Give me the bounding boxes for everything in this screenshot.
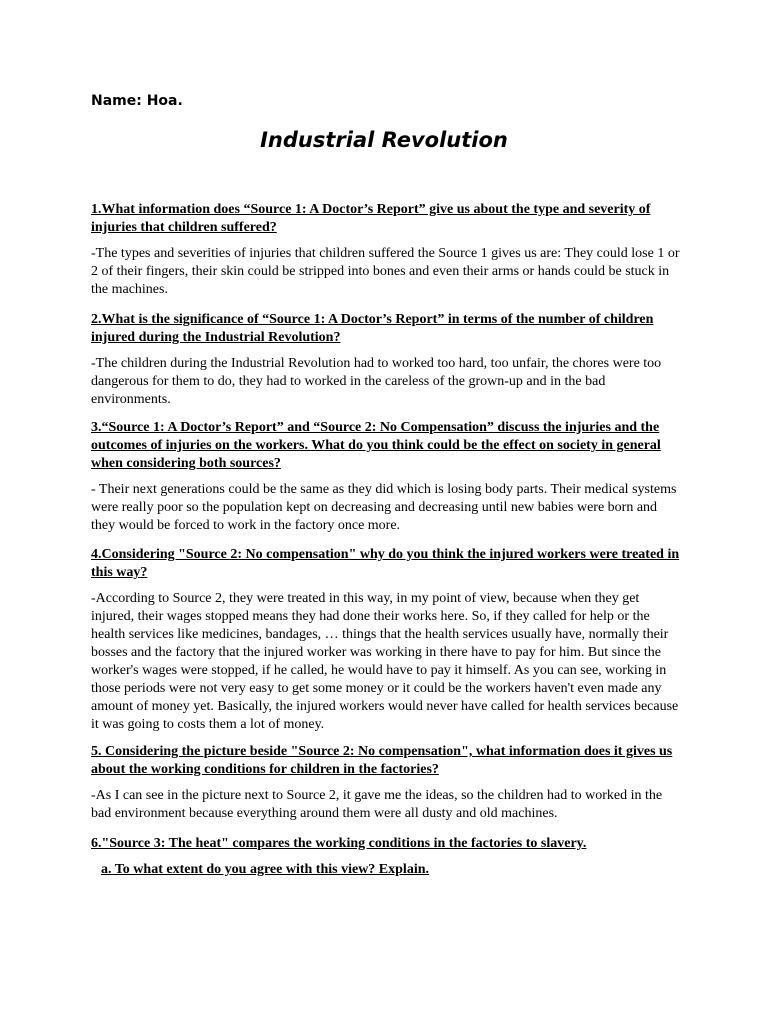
question-block-3 [91,419,681,535]
answer-1: -The types and severities of injuries that children suffered the Source 1 gives us are: They could lose 1 or 2 of their fingers, their skin could be stripped into bones and even their arms or hands could be stuck in the machines. [91,246,680,297]
question-block-1 [91,201,681,299]
question-6: 6."Source 3: The heat" compares the working conditions in the factories to slavery. [91,836,587,851]
question-block-2 [91,311,681,409]
subquestion-a: a. To what extent do you agree with this view? Explain. [101,862,429,877]
answer-4: -According to Source 2, they were treated in this way, in my point of view, because when they get injured, their wages stopped means they had done their works here. So, if they called for help or the health services like medicines, bandages, … things that the health services usually have, normally their bosses and the factory that the injured worker was working in there have to pay for him. But since the worker's wages were stopped, if he called, he would have to pay it himself. As you can see, working in those periods were not very easy to get some money or it could be the workers haven't even made any amount of money yet. Basically, the injured workers would never have called for health services because it was going to costs them a lot of money. [91,591,679,732]
question-block-5 [91,743,681,823]
question-5: 5. Considering the picture beside "Source 2: No compensation", what information does it gives us about the working conditions for children in the factories? [91,744,673,777]
page-title: Industrial Revolution [260,128,508,152]
question-block-6 [91,835,681,853]
question-block-4 [91,546,681,734]
question-1: 1.What information does “Source 1: A Doctor’s Report” give us about the type and severity of injuries that children suffered? [91,202,651,235]
answer-2: -The children during the Industrial Revolution had to worked too hard, too unfair, the chores were too dangerous for them to do, they had to worked in the careless of the grown-up and in the bad environments. [91,356,662,407]
question-4: 4.Considering "Source 2: No compensation" why do you think the injured workers were treated in this way? [91,547,680,580]
answer-5: -As I can see in the picture next to Source 2, it gave me the ideas, so the children had to worked in the bad environment because everything around them were all dusty and old machines. [91,788,663,821]
question-2: 2.What is the significance of “Source 1: A Doctor’s Report” in terms of the number of children injured during the Industrial Revolution? [91,312,654,345]
answer-3: - Their next generations could be the same as they did which is losing body parts. Their medical systems were really poor so the population kept on decreasing and decreasing until new babies were born and they would be forced to work in the factory once more. [91,482,677,533]
question-3: 3.“Source 1: A Doctor’s Report” and “Source 2: No Compensation” discuss the injuries and the outcomes of injuries on the workers. What do you think could be the effect on society in general when considering both sources? [91,420,661,471]
student-name: Name: Hoa. [91,93,183,109]
